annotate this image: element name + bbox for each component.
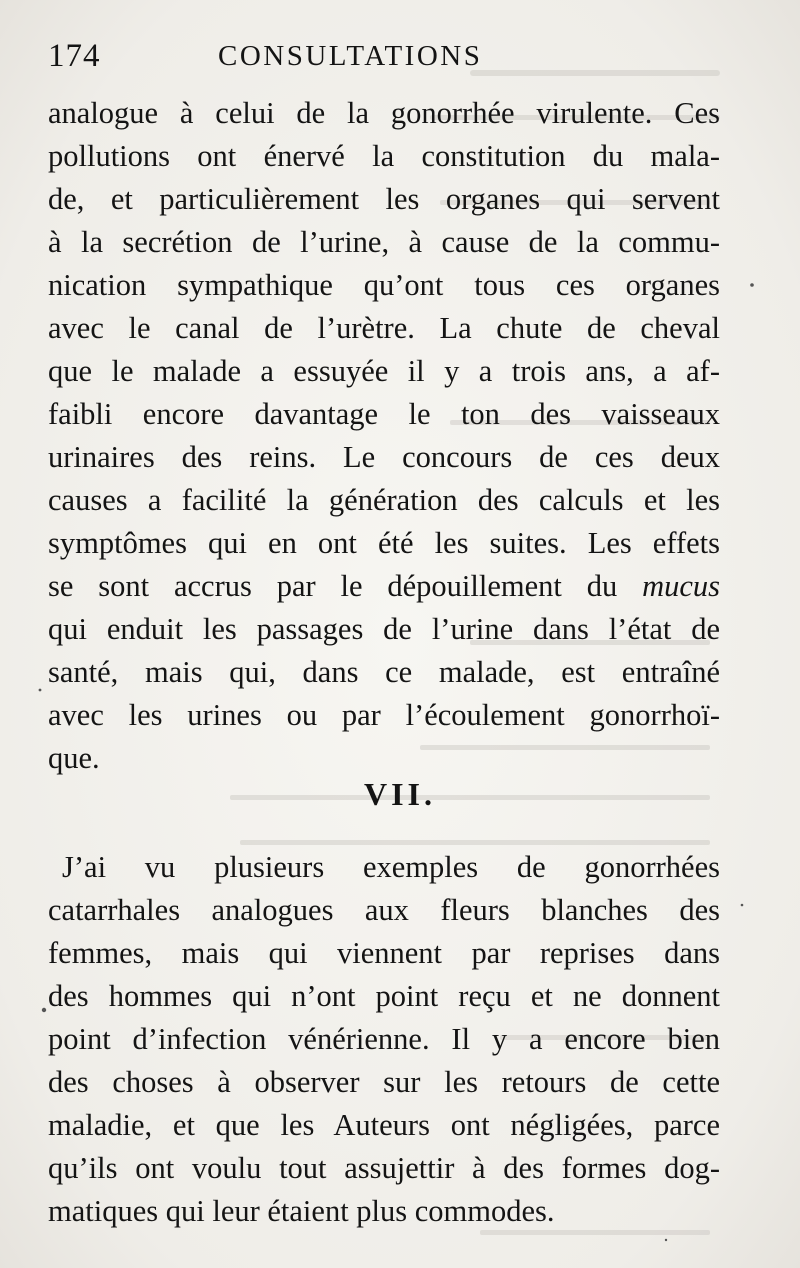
- text-line: avec le canal de l’urètre. La chute de cheval: [48, 311, 720, 345]
- page-number: 174: [48, 38, 101, 74]
- text-line: que le malade a essuyée il y a trois ans, a af-: [48, 354, 720, 388]
- page-header: [48, 38, 718, 82]
- text-line: qu’ils ont voulu tout assujettir à des formes dog-: [48, 1151, 720, 1185]
- text-line: de, et particulièrement les organes qui servent: [48, 182, 720, 216]
- text-line: causes a facilité la génération des calculs et les: [48, 483, 720, 517]
- text-line: analogue à celui de la gonorrhée virulente. Ces: [48, 96, 720, 130]
- paragraph-1: [48, 92, 720, 780]
- text-line-first: J’ai vu plusieurs exemples de gonorrhées: [62, 850, 720, 884]
- text-segment: se sont accrus par le dépouillement du: [48, 569, 618, 603]
- text-line: nication sympathique qu’ont tous ces organes: [48, 268, 720, 302]
- text-line: symptômes qui en ont été les suites. Les effets: [48, 526, 720, 560]
- text-line: pollutions ont énervé la constitution du mala-: [48, 139, 720, 173]
- text-line-last: que.: [48, 741, 100, 775]
- text-line: femmes, mais qui viennent par reprises dans: [48, 936, 720, 970]
- text-line: des choses à observer sur les retours de cette: [48, 1065, 720, 1099]
- text-line: qui enduit les passages de l’urine dans l’état de: [48, 612, 720, 646]
- text-line: faibli encore davantage le ton des vaisseaux: [48, 397, 720, 431]
- text-line: santé, mais qui, dans ce malade, est entraîné: [48, 655, 720, 689]
- running-head: CONSULTATIONS: [218, 40, 483, 72]
- text-line: avec les urines ou par l’écoulement gonorrhoï-: [48, 698, 720, 732]
- italic-term: mucus: [642, 569, 721, 603]
- section-heading: VII.: [363, 776, 436, 812]
- text-line: urinaires des reins. Le concours de ces deux: [48, 440, 720, 474]
- text-line-with-italic: [48, 565, 720, 608]
- text-line: catarrhales analogues aux fleurs blanches des: [48, 893, 720, 927]
- text-line: point d’infection vénérienne. Il y a encore bien: [48, 1022, 720, 1056]
- text-line: maladie, et que les Auteurs ont négligées, parce: [48, 1108, 720, 1142]
- text-line: à la secrétion de l’urine, à cause de la commu-: [48, 225, 720, 259]
- paragraph-2: [48, 846, 720, 1233]
- text-line: des hommes qui n’ont point reçu et ne donnent: [48, 979, 720, 1013]
- text-line-last: matiques qui leur étaient plus commodes.: [48, 1194, 555, 1228]
